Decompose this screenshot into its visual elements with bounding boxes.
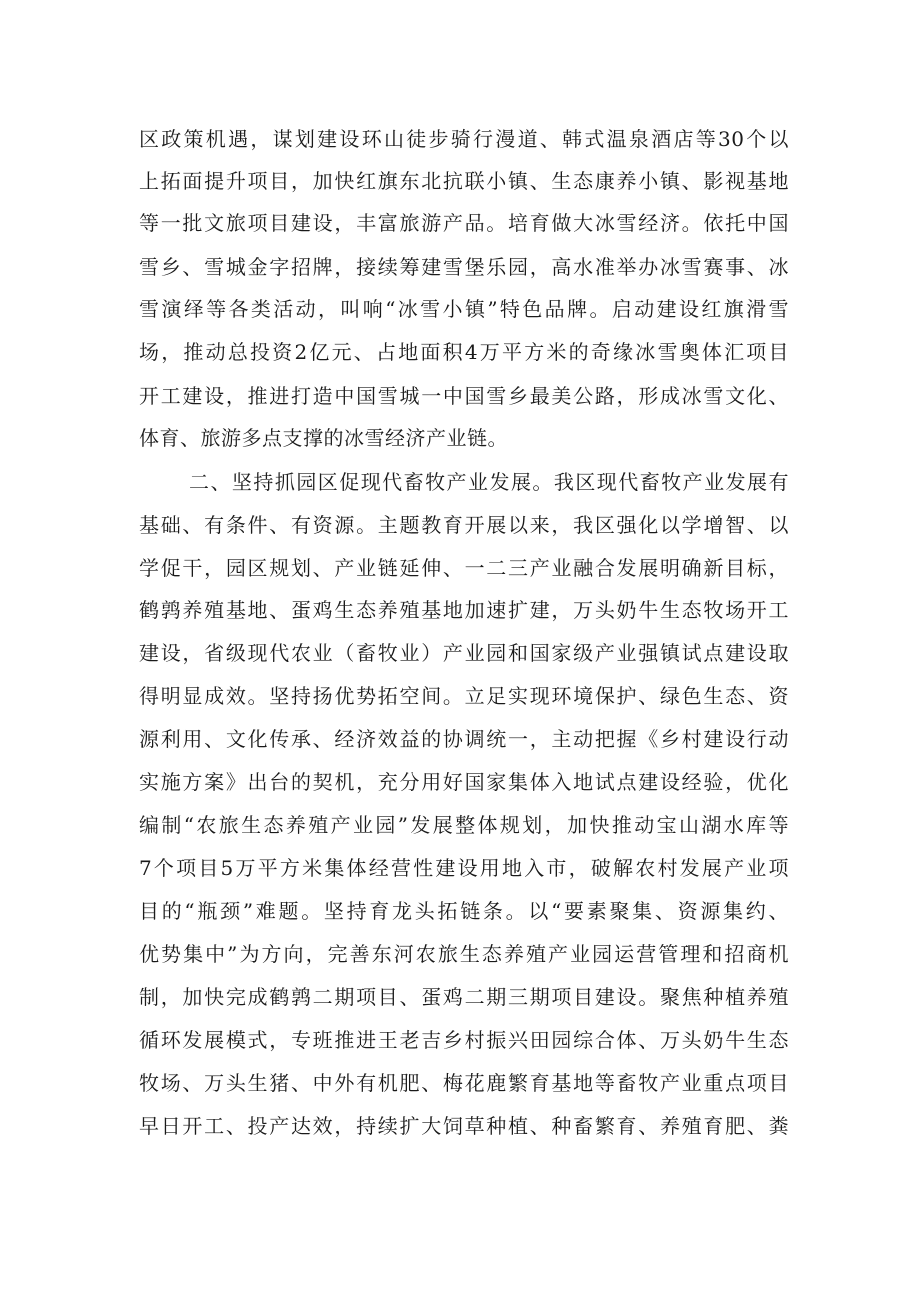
text-line: 鹤鹑养殖基地、蛋鸡生态养殖基地加速扩建，万头奶牛生态牧场开工: [139, 598, 789, 622]
section-heading-line: 二、坚持抓园区促现代畜牧产业发展。我区现代畜牧产业发展有: [189, 470, 789, 494]
text-line: 体育、旅游多点支撑的冰雪经济产业链。: [139, 426, 508, 450]
text-line: 实施方案》出台的契机，充分用好国家集体入地试点建设经验，优化: [139, 770, 789, 794]
text-line: 区政策机遇，谋划建设环山徒步骑行漫道、韩式温泉酒店等30个以: [139, 127, 789, 151]
text-line: 场，推动总投资2亿元、占地面积4万平方米的奇缘冰雪奥体汇项目: [139, 340, 789, 364]
text-line: 目的“瓶颈”难题。坚持育龙头拓链条。以“要素聚集、资源集约、: [139, 899, 789, 923]
text-line: 源利用、文化传承、经济效益的协调统一，主动把握《乡村建设行动: [139, 727, 789, 751]
text-line: 循环发展模式，专班推进王老吉乡村振兴田园综合体、万头奶牛生态: [139, 1028, 789, 1052]
text-line: 学促干，园区规划、产业链延伸、一二三产业融合发展明确新目标，: [139, 556, 789, 580]
text-line: 优势集中”为方向，完善东河农旅生态养殖产业园运营管理和招商机: [139, 942, 789, 966]
text-line: 等一批文旅项目建设，丰富旅游产品。培育做大冰雪经济。依托中国: [139, 211, 789, 235]
text-line: 制，加快完成鹤鹑二期项目、蛋鸡二期三期项目建设。聚焦种植养殖: [139, 985, 789, 1009]
text-line: 7个项目5万平方米集体经营性建设用地入市，破解农村发展产业项: [139, 856, 789, 880]
text-line: 雪乡、雪城金字招牌，接续筹建雪堡乐园，高水准举办冰雪赛事、冰: [139, 255, 789, 279]
text-line: 编制“农旅生态养殖产业园”发展整体规划，加快推动宝山湖水库等: [139, 813, 789, 837]
text-line: 上拓面提升项目，加快红旗东北抗联小镇、生态康养小镇、影视基地: [139, 169, 789, 193]
text-line: 得明显成效。坚持扬优势拓空间。立足实现环境保护、绿色生态、资: [139, 684, 789, 708]
text-line: 建设，省级现代农业（畜牧业）产业园和国家级产业强镇试点建设取: [139, 641, 789, 665]
text-line: 开工建设，推进打造中国雪城一中国雪乡最美公路，形成冰雪文化、: [139, 384, 789, 408]
text-line: 雪演绎等各类活动，叫响“冰雪小镇”特色品牌。启动建设红旗滑雪: [139, 297, 789, 321]
text-line: 早日开工、投产达效，持续扩大饲草种植、种畜繁育、养殖育肥、粪: [139, 1114, 789, 1138]
text-line: 牧场、万头生猪、中外有机肥、梅花鹿繁育基地等畜牧产业重点项目: [139, 1071, 789, 1095]
text-line: 基础、有条件、有资源。主题教育开展以来，我区强化以学增智、以: [139, 513, 789, 537]
